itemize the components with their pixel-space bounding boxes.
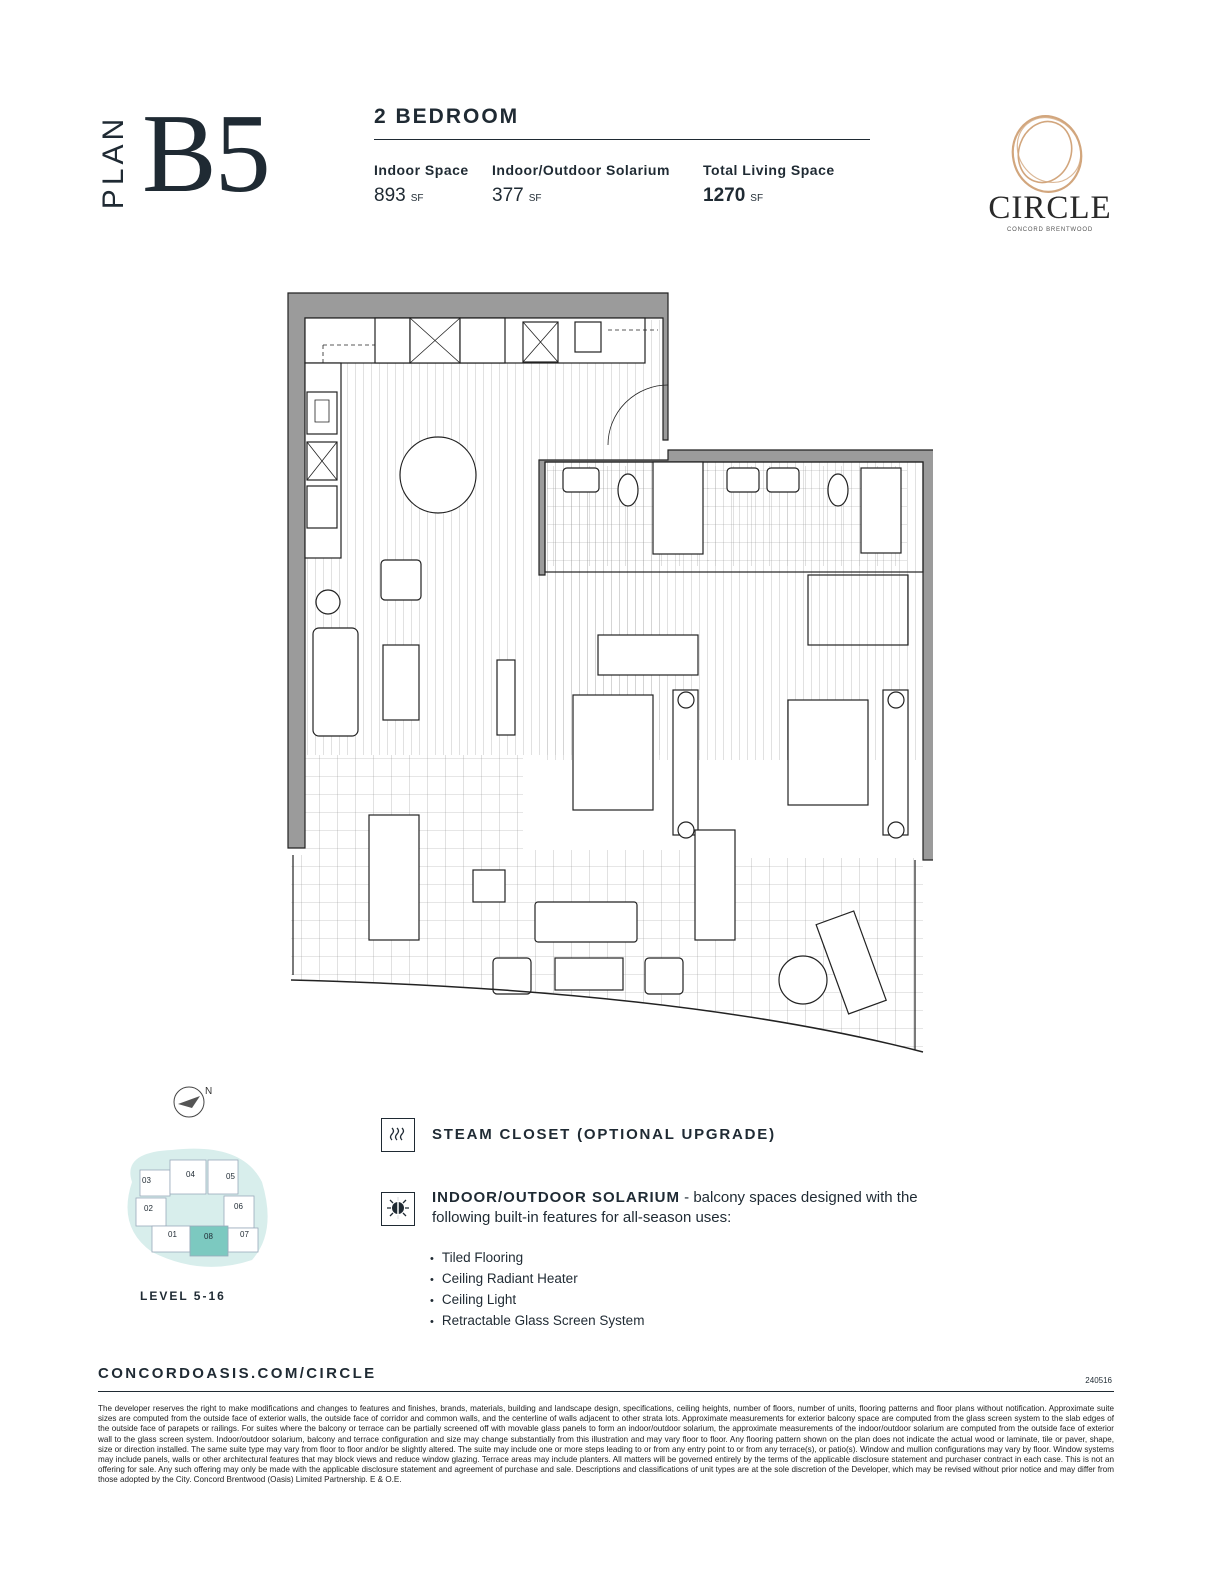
solarium-label: Indoor/Outdoor Solarium bbox=[492, 162, 670, 178]
keyplan-unit-08: 08 bbox=[204, 1232, 213, 1241]
feature-item: • Ceiling Light bbox=[430, 1290, 644, 1311]
disclaimer-text: The developer reserves the right to make modifications and changes to features and finishes, brands, materials, building and landscape design, specifications, ceiling heights, number of floors, number of units, flooring patterns and floor plans without notification. Approximate suite sizes are computed from the outside face of exterior walls, the outside face of corridor and common walls, and the centerline of walls adjacent to other strata lots. Approximate measurements for exterior balcony space are computed from the glass screen system to the slab edges of the outside face of parapets or railings. For suites where the balcony or terrace can be partially screened off with movable glass panels to form an indoor/outdoor solarium, the approximate measurements of the indoor/outdoor solarium are computed from the outside face of exterior wall to the glass screen system. Indoor/outdoor solarium, balcony and terrace configuration and size may change substantially from this illustration and may vary floor to floor. Any flooring pattern shown on the plan does not indicate the actual wood or laminate, tile or paver, shape, size or direction installed. The same suite type may vary from floor to floor and/or be slightly altered. The suite may include one or more steps leading to or from any entry point to or from any terrace(s), or patio(s). Window and mullion configurations may vary by floor. Window systems may include panels, walls or other architectural features that may block views and reduce window glazing. Terrace areas may include planters. All matters will be governed entirely by the terms of the applicable disclosure statement and purchaser contract in each case. This is not an offering for sale. Any such offering may only be made with the applicable disclosure statement and agreement of purchase and sale. Descriptions and classifications of unit types are at the sole discretion of the Developer, which may be revised without prior notice and may differ from those adopted by the City. Concord Brentwood (Oasis) Limited Partnership. E & O.E. bbox=[98, 1404, 1114, 1485]
keyplan-unit-06: 06 bbox=[234, 1202, 243, 1211]
keyplan-unit-04: 04 bbox=[186, 1170, 195, 1179]
plan-code: B5 bbox=[142, 92, 269, 216]
floor-plan-drawing bbox=[283, 290, 933, 1060]
solarium-features-list bbox=[430, 1248, 644, 1332]
solarium-icon bbox=[381, 1192, 415, 1226]
header-divider bbox=[374, 139, 870, 140]
keyplan-unit-01: 01 bbox=[168, 1230, 177, 1239]
bedroom-count: 2 BEDROOM bbox=[374, 105, 520, 128]
steam-closet-icon bbox=[381, 1118, 415, 1152]
keyplan-unit-07: 07 bbox=[240, 1230, 249, 1239]
footer-divider bbox=[98, 1391, 1114, 1392]
feature-item: • Retractable Glass Screen System bbox=[430, 1311, 644, 1332]
level-label: LEVEL 5-16 bbox=[140, 1289, 226, 1303]
indoor-space-label: Indoor Space bbox=[374, 162, 469, 178]
feature-item: • Tiled Flooring bbox=[430, 1248, 644, 1269]
plan-label: PLAN bbox=[97, 114, 131, 210]
key-plan bbox=[112, 1142, 274, 1272]
keyplan-unit-03: 03 bbox=[142, 1176, 151, 1185]
svg-text:N: N bbox=[205, 1086, 213, 1097]
website-link[interactable]: CONCORDOASIS.COM/CIRCLE bbox=[98, 1365, 377, 1382]
indoor-space-value: 893 SF bbox=[374, 185, 424, 206]
keyplan-unit-05: 05 bbox=[226, 1172, 235, 1181]
north-arrow-icon bbox=[172, 1082, 216, 1122]
total-living-value: 1270 SF bbox=[703, 185, 764, 206]
total-living-label: Total Living Space bbox=[703, 162, 835, 178]
document-code: 240516 bbox=[1085, 1376, 1112, 1385]
solarium-description: INDOOR/OUTDOOR SOLARIUM - balcony spaces designed with the following built-in features for all-season uses: bbox=[432, 1189, 918, 1226]
solarium-value: 377 SF bbox=[492, 185, 542, 206]
steam-closet-title: STEAM CLOSET (OPTIONAL UPGRADE) bbox=[432, 1126, 776, 1143]
keyplan-unit-02: 02 bbox=[144, 1204, 153, 1213]
feature-item: • Ceiling Radiant Heater bbox=[430, 1269, 644, 1290]
logo-wordmark: CIRCLE bbox=[988, 190, 1112, 226]
logo-subtitle: CONCORD BRENTWOOD bbox=[1007, 227, 1093, 233]
